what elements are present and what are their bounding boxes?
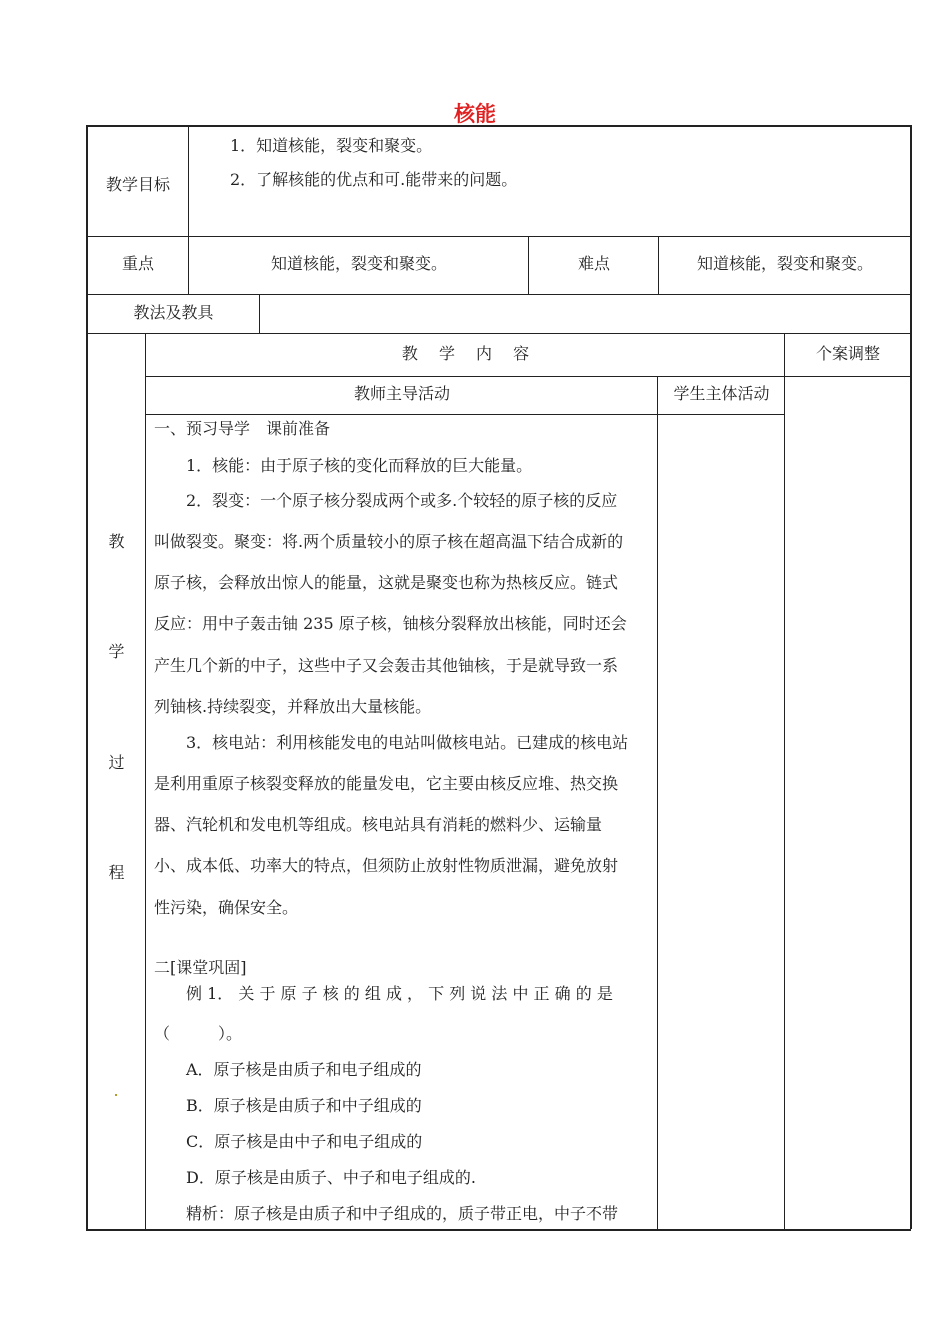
teacher-header: 教师主导活动: [353, 384, 450, 403]
content-line: A．原子核是由质子和电子组成的: [154, 1060, 422, 1079]
content-line: 反应：用中子轰击铀 235 原子核，铀核分裂释放出核能，同时还会: [154, 614, 627, 633]
content-line: 是利用重原子核裂变释放的能量发电，它主要由核反应堆、热交换: [154, 774, 619, 793]
content-line: 产生几个新的中子，这些中子又会轰击其他铀核，于是就导致一系: [154, 656, 619, 675]
difficulty-label: 难点: [577, 254, 610, 273]
student-header: 学生主体活动: [673, 384, 770, 403]
content-line: 2．裂变：一个原子核分裂成两个或多.个较轻的原子核的反应: [154, 491, 618, 510]
process-label-char: 过: [108, 753, 125, 772]
objectives-label: 教学目标: [105, 175, 170, 194]
content-line: 例 1． 关 于 原 子 核 的 组 成 ， 下 列 说 法 中 正 确 的 是: [154, 984, 613, 1003]
content-line: C．原子核是由中子和电子组成的: [154, 1132, 423, 1151]
objective-item: 1．知道核能，裂变和聚变。: [230, 136, 433, 155]
content-line: 叫做裂变。聚变：将.两个质量较小的原子核在超高温下结合成新的: [154, 532, 624, 551]
page-title: 核能: [454, 102, 496, 126]
content-line: 二[课堂巩固]: [154, 958, 247, 977]
content-header: 教 学 内 容: [401, 344, 530, 363]
key-point-label: 重点: [121, 254, 154, 273]
content-line: 性污染，确保安全。: [154, 898, 299, 917]
method-label: 教法及教具: [133, 303, 214, 322]
content-line: 小、成本低、功率大的特点，但须防止放射性物质泄漏，避免放射: [154, 856, 619, 875]
content-line: 一、预习导学 课前准备: [154, 419, 331, 438]
process-label-char: 学: [108, 642, 125, 661]
content-line: （ ）。: [154, 1024, 243, 1043]
content-line: 3．核电站：利用核能发电的电站叫做核电站。已建成的核电站: [154, 733, 629, 752]
stray-mark: [115, 1094, 117, 1096]
content-line: 列铀核.持续裂变，并释放出大量核能。: [154, 697, 432, 716]
process-label-char: 教: [108, 532, 125, 551]
content-line: B．原子核是由质子和中子组成的: [154, 1096, 422, 1115]
difficulty-value: 知道核能，裂变和聚变。: [696, 254, 873, 273]
objective-item: 2．了解核能的优点和可.能带来的问题。: [230, 170, 518, 189]
process-label-char: 程: [108, 863, 125, 882]
content-line: 精析：原子核是由质子和中子组成的，质子带正电，中子不带: [154, 1204, 619, 1223]
content-line: 器、汽轮机和发电机等组成。核电站具有消耗的燃料少、运输量: [154, 815, 603, 834]
adjust-header: 个案调整: [815, 344, 880, 363]
content-line: 1．核能：由于原子核的变化而释放的巨大能量。: [154, 456, 533, 475]
content-line: D．原子核是由质子、中子和电子组成的.: [154, 1168, 476, 1187]
key-point-value: 知道核能，裂变和聚变。: [270, 254, 447, 273]
content-line: 原子核，会释放出惊人的能量，这就是聚变也称为热核反应。链式: [154, 573, 619, 592]
